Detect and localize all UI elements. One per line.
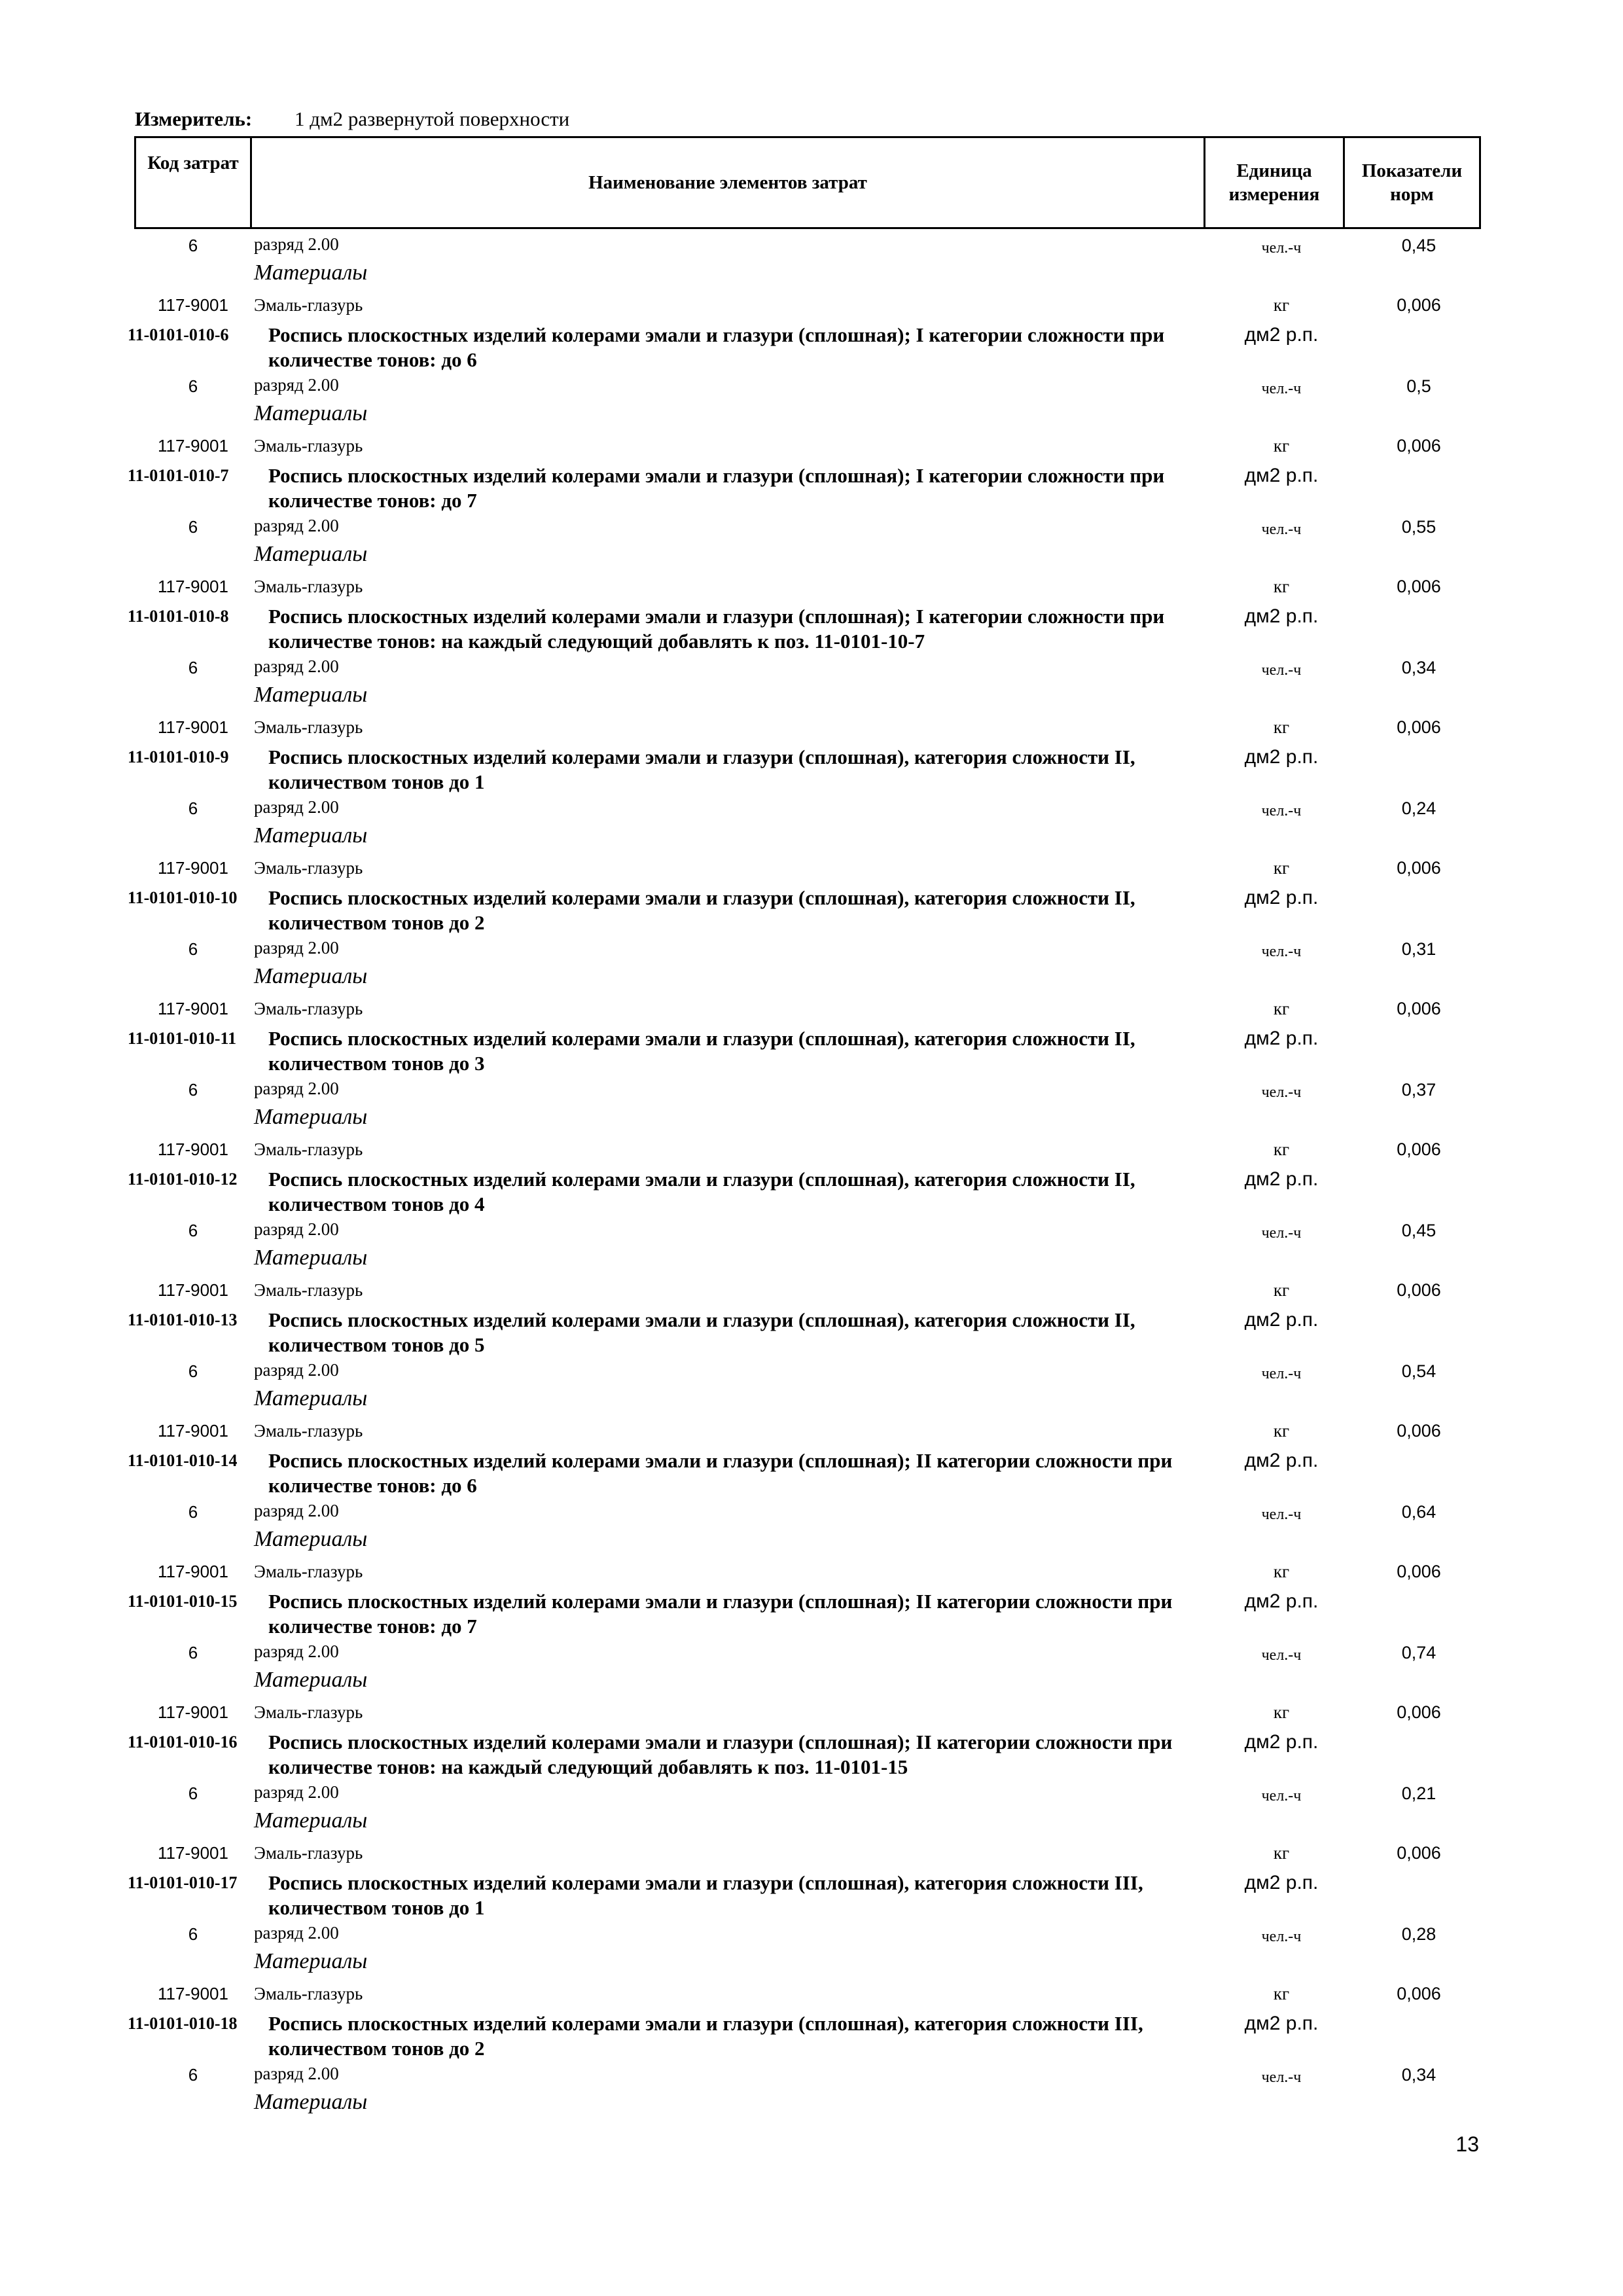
labor-value: 0,5 xyxy=(1406,376,1431,396)
material-name: Эмаль-глазурь xyxy=(254,1280,363,1300)
item-row xyxy=(0,599,1623,654)
materials-heading-row xyxy=(0,1103,1623,1134)
item-name-line: количестве тонов: на каждый следующий добавлять к поз. 11-0101-15 xyxy=(268,1755,908,1778)
labor-name: разряд 2.00 xyxy=(254,1923,339,1943)
materials-heading: Материалы xyxy=(254,260,368,285)
materials-heading: Материалы xyxy=(254,1808,368,1833)
item-name-line: Роспись плоскостных изделий колерами эмали и глазури (сплошная); II категории сложности при xyxy=(268,1590,1173,1613)
material-value: 0,006 xyxy=(1397,295,1441,315)
labor-row xyxy=(0,1780,1623,1807)
item-unit: дм2 р.п. xyxy=(1244,1028,1319,1049)
material-unit: кг xyxy=(1273,999,1290,1018)
item-name xyxy=(268,1448,1211,1498)
item-name xyxy=(268,463,1211,513)
item-name-line: Роспись плоскостных изделий колерами эмали и глазури (сплошная), категория сложности II, xyxy=(268,886,1135,909)
item-code: 11-0101-010-18 xyxy=(128,2014,238,2033)
labor-value: 0,28 xyxy=(1401,1924,1436,1944)
labor-value: 0,34 xyxy=(1401,2065,1436,2085)
material-code: 117-9001 xyxy=(158,1984,228,2003)
item-name xyxy=(268,1167,1211,1217)
item-unit: дм2 р.п. xyxy=(1244,887,1319,908)
item-code: 11-0101-010-8 xyxy=(128,607,229,626)
item-row xyxy=(0,1443,1623,1498)
item-name-line: количестве тонов: до 7 xyxy=(268,1615,477,1638)
materials-heading: Материалы xyxy=(254,542,368,566)
labor-code: 6 xyxy=(188,1361,198,1381)
item-name xyxy=(268,604,1211,654)
material-name: Эмаль-глазурь xyxy=(254,1702,363,1722)
materials-heading-row xyxy=(0,681,1623,712)
material-unit: кг xyxy=(1273,1421,1290,1441)
table-header xyxy=(134,136,1481,229)
material-unit: кг xyxy=(1273,1984,1290,2003)
item-row xyxy=(0,1865,1623,1920)
item-name-line: количестве тонов: до 6 xyxy=(268,1474,477,1497)
header-name: Наименование элементов затрат xyxy=(588,172,867,193)
labor-code: 6 xyxy=(188,376,198,396)
labor-value: 0,64 xyxy=(1401,1502,1436,1522)
page-number: 13 xyxy=(1455,2132,1479,2156)
materials-heading-row xyxy=(0,2089,1623,2119)
labor-name: разряд 2.00 xyxy=(254,1782,339,1802)
labor-unit: чел.-ч xyxy=(1261,662,1302,679)
item-name-line: количеством тонов до 1 xyxy=(268,1896,485,1919)
item-code: 11-0101-010-13 xyxy=(128,1310,238,1329)
labor-value: 0,31 xyxy=(1401,939,1436,959)
labor-row xyxy=(0,935,1623,963)
material-unit: кг xyxy=(1273,1843,1290,1863)
labor-name: разряд 2.00 xyxy=(254,1641,339,1661)
material-row xyxy=(0,994,1623,1021)
item-name xyxy=(268,323,1211,372)
labor-value: 0,74 xyxy=(1401,1643,1436,1662)
labor-row xyxy=(0,654,1623,681)
labor-code: 6 xyxy=(188,1643,198,1662)
labor-name: разряд 2.00 xyxy=(254,1079,339,1098)
item-unit: дм2 р.п. xyxy=(1244,465,1319,486)
item-name-line: Роспись плоскостных изделий колерами эмали и глазури (сплошная), категория сложности II, xyxy=(268,1168,1135,1191)
material-code: 117-9001 xyxy=(158,295,228,315)
material-row xyxy=(0,1979,1623,2006)
material-row xyxy=(0,1275,1623,1302)
labor-unit: чел.-ч xyxy=(1261,1647,1302,1664)
item-unit: дм2 р.п. xyxy=(1244,746,1319,768)
item-name-line: количеством тонов до 1 xyxy=(268,770,485,793)
measure-line xyxy=(135,107,570,131)
item-code: 11-0101-010-16 xyxy=(128,1732,238,1751)
materials-heading: Материалы xyxy=(254,823,368,848)
item-name-line: Роспись плоскостных изделий колерами эмали и глазури (сплошная), категория сложности III, xyxy=(268,2012,1143,2035)
materials-heading: Материалы xyxy=(254,401,368,425)
item-row xyxy=(0,740,1623,795)
item-name-line: количеством тонов до 5 xyxy=(268,1333,485,1356)
item-row xyxy=(0,1302,1623,1357)
labor-name: разряд 2.00 xyxy=(254,516,339,535)
material-unit: кг xyxy=(1273,1280,1290,1300)
labor-row xyxy=(0,1498,1623,1526)
material-value: 0,006 xyxy=(1397,858,1441,878)
material-name: Эмаль-глазурь xyxy=(254,1843,363,1863)
labor-code: 6 xyxy=(188,1502,198,1522)
labor-name: разряд 2.00 xyxy=(254,1360,339,1380)
materials-heading-row xyxy=(0,259,1623,290)
material-unit: кг xyxy=(1273,295,1290,315)
labor-code: 6 xyxy=(188,236,198,255)
material-code: 117-9001 xyxy=(158,1139,228,1159)
item-unit: дм2 р.п. xyxy=(1244,1450,1319,1471)
item-name xyxy=(268,1308,1211,1357)
labor-code: 6 xyxy=(188,1221,198,1240)
material-value: 0,006 xyxy=(1397,999,1441,1018)
material-code: 117-9001 xyxy=(158,1280,228,1300)
labor-row xyxy=(0,1639,1623,1666)
materials-heading: Материалы xyxy=(254,2090,368,2114)
materials-heading: Материалы xyxy=(254,1105,368,1129)
item-unit: дм2 р.п. xyxy=(1244,1872,1319,1893)
item-name-line: Роспись плоскостных изделий колерами эмали и глазури (сплошная), категория сложности II, xyxy=(268,1027,1135,1050)
labor-value: 0,54 xyxy=(1401,1361,1436,1381)
item-row xyxy=(0,317,1623,372)
material-name: Эмаль-глазурь xyxy=(254,717,363,737)
labor-row xyxy=(0,2061,1623,2089)
labor-code: 6 xyxy=(188,658,198,677)
item-name xyxy=(268,1730,1211,1780)
material-name: Эмаль-глазурь xyxy=(254,1562,363,1581)
material-unit: кг xyxy=(1273,1702,1290,1722)
labor-unit: чел.-ч xyxy=(1261,943,1302,960)
item-name-line: Роспись плоскостных изделий колерами эмали и глазури (сплошная); II категории сложности при xyxy=(268,1731,1173,1753)
materials-heading-row xyxy=(0,1807,1623,1838)
material-unit: кг xyxy=(1273,1139,1290,1159)
item-unit: дм2 р.п. xyxy=(1244,1168,1319,1190)
labor-row xyxy=(0,1920,1623,1948)
item-code: 11-0101-010-7 xyxy=(128,466,229,485)
item-unit: дм2 р.п. xyxy=(1244,2013,1319,2034)
materials-heading-row xyxy=(0,1526,1623,1556)
material-code: 117-9001 xyxy=(158,717,228,737)
materials-heading-row xyxy=(0,1948,1623,1979)
labor-name: разряд 2.00 xyxy=(254,234,339,254)
material-code: 117-9001 xyxy=(158,858,228,878)
item-name-line: количеством тонов до 3 xyxy=(268,1052,485,1075)
item-unit: дм2 р.п. xyxy=(1244,1309,1319,1331)
materials-heading: Материалы xyxy=(254,964,368,988)
item-name-line: количестве тонов: до 6 xyxy=(268,348,477,371)
material-row xyxy=(0,571,1623,599)
labor-name: разряд 2.00 xyxy=(254,1219,339,1239)
labor-row xyxy=(0,232,1623,259)
labor-unit: чел.-ч xyxy=(1261,1928,1302,1945)
item-row xyxy=(0,1725,1623,1780)
item-unit: дм2 р.п. xyxy=(1244,324,1319,346)
labor-row xyxy=(0,372,1623,400)
materials-heading: Материалы xyxy=(254,1527,368,1551)
material-code: 117-9001 xyxy=(158,436,228,456)
material-code: 117-9001 xyxy=(158,1702,228,1722)
labor-value: 0,24 xyxy=(1401,798,1436,818)
material-row xyxy=(0,1697,1623,1725)
labor-code: 6 xyxy=(188,2065,198,2085)
labor-name: разряд 2.00 xyxy=(254,797,339,817)
item-name-line: Роспись плоскостных изделий колерами эмали и глазури (сплошная), категория сложности II, xyxy=(268,1308,1135,1331)
materials-heading: Материалы xyxy=(254,1386,368,1410)
material-code: 117-9001 xyxy=(158,999,228,1018)
item-name xyxy=(268,2011,1211,2061)
item-row xyxy=(0,458,1623,513)
labor-row xyxy=(0,513,1623,541)
item-row xyxy=(0,880,1623,935)
item-code: 11-0101-010-17 xyxy=(128,1873,238,1892)
material-value: 0,006 xyxy=(1397,1984,1441,2003)
materials-heading: Материалы xyxy=(254,1668,368,1692)
material-value: 0,006 xyxy=(1397,577,1441,596)
item-row xyxy=(0,2006,1623,2061)
material-row xyxy=(0,1838,1623,1865)
item-name-line: количеством тонов до 2 xyxy=(268,911,485,934)
labor-unit: чел.-ч xyxy=(1261,1365,1302,1382)
labor-unit: чел.-ч xyxy=(1261,240,1302,257)
materials-heading: Материалы xyxy=(254,1949,368,1973)
material-name: Эмаль-глазурь xyxy=(254,1984,363,2003)
item-code: 11-0101-010-11 xyxy=(128,1029,237,1048)
measure-value: 1 дм2 развернутой поверхности xyxy=(294,107,570,130)
material-code: 117-9001 xyxy=(158,577,228,596)
labor-value: 0,21 xyxy=(1401,1784,1436,1803)
material-code: 117-9001 xyxy=(158,1843,228,1863)
labor-name: разряд 2.00 xyxy=(254,2064,339,2083)
material-code: 117-9001 xyxy=(158,1421,228,1441)
labor-row xyxy=(0,795,1623,822)
item-unit: дм2 р.п. xyxy=(1244,605,1319,627)
item-name-line: Роспись плоскостных изделий колерами эмали и глазури (сплошная); I категории сложности при xyxy=(268,464,1165,487)
labor-value: 0,55 xyxy=(1401,517,1436,537)
material-unit: кг xyxy=(1273,436,1290,456)
labor-unit: чел.-ч xyxy=(1261,380,1302,397)
item-code: 11-0101-010-12 xyxy=(128,1170,238,1189)
materials-heading-row xyxy=(0,400,1623,431)
material-name: Эмаль-глазурь xyxy=(254,436,363,456)
header-unit: Единица измерения xyxy=(1228,160,1320,205)
material-name: Эмаль-глазурь xyxy=(254,577,363,596)
item-row xyxy=(0,1162,1623,1217)
labor-row xyxy=(0,1217,1623,1244)
material-value: 0,006 xyxy=(1397,1421,1441,1441)
labor-code: 6 xyxy=(188,939,198,959)
materials-heading-row xyxy=(0,541,1623,571)
material-value: 0,006 xyxy=(1397,1562,1441,1581)
labor-name: разряд 2.00 xyxy=(254,656,339,676)
labor-name: разряд 2.00 xyxy=(254,938,339,958)
material-unit: кг xyxy=(1273,1562,1290,1581)
labor-name: разряд 2.00 xyxy=(254,375,339,395)
labor-unit: чел.-ч xyxy=(1261,1225,1302,1242)
labor-value: 0,37 xyxy=(1401,1080,1436,1100)
item-row xyxy=(0,1021,1623,1076)
labor-code: 6 xyxy=(188,517,198,537)
material-row xyxy=(0,431,1623,458)
material-value: 0,006 xyxy=(1397,1702,1441,1722)
labor-unit: чел.-ч xyxy=(1261,1506,1302,1523)
item-code: 11-0101-010-14 xyxy=(128,1451,238,1470)
labor-unit: чел.-ч xyxy=(1261,521,1302,538)
materials-heading-row xyxy=(0,1385,1623,1416)
item-name-line: количеством тонов до 2 xyxy=(268,2037,485,2060)
material-name: Эмаль-глазурь xyxy=(254,1139,363,1159)
labor-value: 0,45 xyxy=(1401,236,1436,255)
header-norm: Показатели норм xyxy=(1361,160,1463,205)
labor-unit: чел.-ч xyxy=(1261,2069,1302,2086)
labor-unit: чел.-ч xyxy=(1261,1084,1302,1101)
item-name-line: количестве тонов: на каждый следующий добавлять к поз. 11-0101-10-7 xyxy=(268,630,925,653)
item-name-line: Роспись плоскостных изделий колерами эмали и глазури (сплошная); I категории сложности при xyxy=(268,605,1165,628)
item-name-line: количеством тонов до 4 xyxy=(268,1193,485,1215)
material-value: 0,006 xyxy=(1397,1843,1441,1863)
labor-unit: чел.-ч xyxy=(1261,802,1302,819)
item-name-line: Роспись плоскостных изделий колерами эмали и глазури (сплошная); II категории сложности при xyxy=(268,1449,1173,1472)
material-unit: кг xyxy=(1273,858,1290,878)
material-name: Эмаль-глазурь xyxy=(254,858,363,878)
material-value: 0,006 xyxy=(1397,436,1441,456)
labor-code: 6 xyxy=(188,1784,198,1803)
item-name-line: Роспись плоскостных изделий колерами эмали и глазури (сплошная), категория сложности II, xyxy=(268,745,1135,768)
item-name xyxy=(268,745,1211,795)
labor-unit: чел.-ч xyxy=(1261,1787,1302,1804)
table-body xyxy=(0,232,1623,2119)
item-code: 11-0101-010-10 xyxy=(128,888,238,907)
materials-heading: Материалы xyxy=(254,683,368,707)
item-code: 11-0101-010-6 xyxy=(128,325,229,344)
labor-value: 0,34 xyxy=(1401,658,1436,677)
materials-heading-row xyxy=(0,963,1623,994)
material-name: Эмаль-глазурь xyxy=(254,1421,363,1441)
item-name xyxy=(268,1589,1211,1639)
item-name-line: Роспись плоскостных изделий колерами эмали и глазури (сплошная), категория сложности III, xyxy=(268,1871,1143,1894)
materials-heading-row xyxy=(0,822,1623,853)
material-code: 117-9001 xyxy=(158,1562,228,1581)
material-value: 0,006 xyxy=(1397,1139,1441,1159)
measure-label: Измеритель: xyxy=(135,107,253,130)
material-row xyxy=(0,853,1623,880)
material-row xyxy=(0,1416,1623,1443)
item-code: 11-0101-010-9 xyxy=(128,747,229,766)
labor-code: 6 xyxy=(188,1924,198,1944)
material-row xyxy=(0,290,1623,317)
material-row xyxy=(0,1134,1623,1162)
materials-heading-row xyxy=(0,1666,1623,1697)
item-name xyxy=(268,886,1211,935)
labor-code: 6 xyxy=(188,1080,198,1100)
material-row xyxy=(0,1556,1623,1584)
materials-heading: Материалы xyxy=(254,1246,368,1270)
item-unit: дм2 р.п. xyxy=(1244,1731,1319,1753)
material-value: 0,006 xyxy=(1397,717,1441,737)
labor-value: 0,45 xyxy=(1401,1221,1436,1240)
material-name: Эмаль-глазурь xyxy=(254,999,363,1018)
labor-row xyxy=(0,1076,1623,1103)
item-code: 11-0101-010-15 xyxy=(128,1592,238,1611)
material-name: Эмаль-глазурь xyxy=(254,295,363,315)
item-row xyxy=(0,1584,1623,1639)
material-row xyxy=(0,712,1623,740)
item-name xyxy=(268,1026,1211,1076)
labor-row xyxy=(0,1357,1623,1385)
material-unit: кг xyxy=(1273,717,1290,737)
labor-code: 6 xyxy=(188,798,198,818)
material-value: 0,006 xyxy=(1397,1280,1441,1300)
item-name-line: Роспись плоскостных изделий колерами эмали и глазури (сплошная); I категории сложности при xyxy=(268,323,1165,346)
material-unit: кг xyxy=(1273,577,1290,596)
materials-heading-row xyxy=(0,1244,1623,1275)
item-name xyxy=(268,1871,1211,1920)
item-unit: дм2 р.п. xyxy=(1244,1590,1319,1612)
item-name-line: количестве тонов: до 7 xyxy=(268,489,477,512)
labor-name: разряд 2.00 xyxy=(254,1501,339,1520)
header-code: Код затрат xyxy=(147,152,239,173)
